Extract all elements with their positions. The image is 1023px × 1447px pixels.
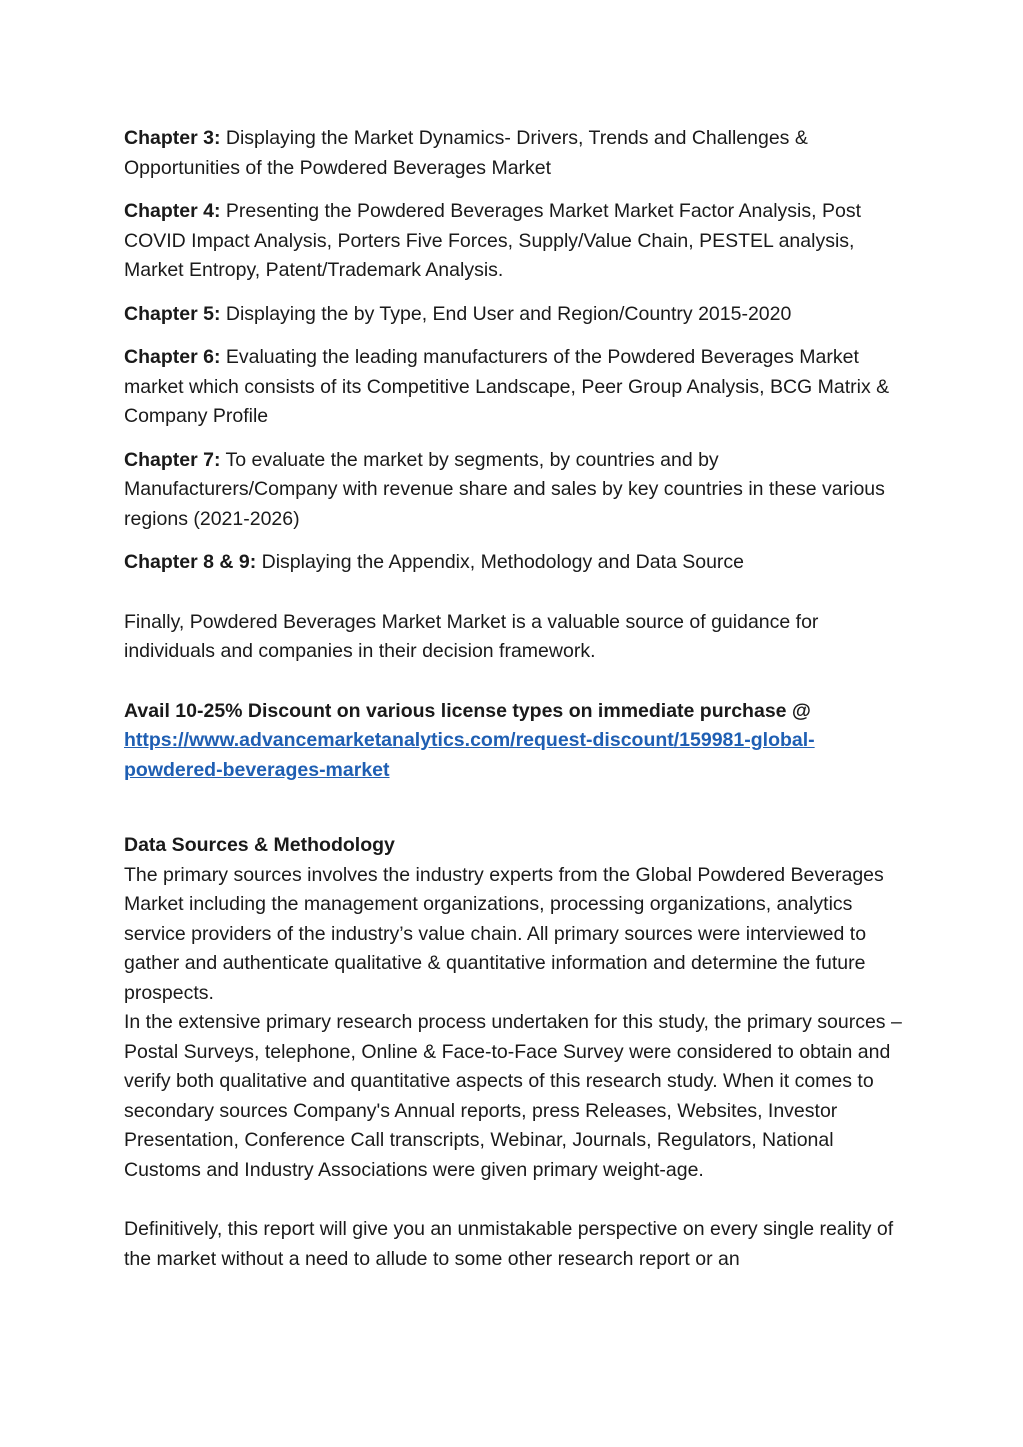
chapter-5-paragraph [124, 300, 904, 330]
chapter-3-text: Displaying the Market Dynamics- Drivers, Trends and Challenges & Opportunities of the Powdered Beverages Market [124, 127, 808, 179]
chapter-4-label: Chapter 4: [124, 200, 221, 222]
chapter-3-paragraph [124, 124, 904, 183]
chapter-6-paragraph [124, 343, 904, 432]
data-sources-paragraph-1: The primary sources involves the industry experts from the Global Powdered Beverages Market including the management organizations, processing organizations, analytics service providers of the industry’s value chain. All primary sources were interviewed to gather and authenticate qualitative & quantitative information and determine the future prospects. [124, 863, 884, 1004]
chapter-7-text: To evaluate the market by segments, by countries and by Manufacturers/Company with revenue share and sales by key countries in these various regions (2021-2026) [124, 448, 885, 530]
chapter-7-paragraph [124, 446, 904, 535]
finally-paragraph: Finally, Powdered Beverages Market Market is a valuable source of guidance for individuals and companies in their decision framework. [124, 610, 819, 662]
chapter-4-paragraph [124, 197, 904, 286]
chapter-4-text: Presenting the Powdered Beverages Market Market Factor Analysis, Post COVID Impact Analysis, Porters Five Forces, Supply/Value Chain, PESTEL analysis, Market Entropy, Patent/Trademark Analysis. [124, 200, 861, 281]
chapter-6-text: Evaluating the leading manufacturers of the Powdered Beverages Market market which consists of its Competitive Landscape, Peer Group Analysis, BCG Matrix & Company Profile [124, 346, 890, 427]
chapter-6-label: Chapter 6: [124, 346, 221, 368]
chapter-7-label: Chapter 7: [124, 448, 221, 471]
document-page [124, 124, 904, 1274]
chapter-5-label: Chapter 5: [124, 302, 221, 325]
discount-link[interactable]: https://www.advancemarketanalytics.com/request-discount/159981-global-powdered-beverages-market [124, 729, 815, 781]
data-sources-paragraph-2: In the extensive primary research process undertaken for this study, the primary sources – Postal Surveys, telephone, Online & Face-to-Face Survey were considered to obtain and verify both qualitative and quantitative aspects of this research study. When it comes to secondary sources Company's Annual reports, press Releases, Websites, Investor Presentation, Conference Call transcripts, Webinar, Journals, Regulators, National Customs and Industry Associations were given primary weight-age. [124, 1011, 902, 1181]
data-sources-heading: Data Sources & Methodology [124, 834, 395, 856]
discount-paragraph [124, 697, 904, 786]
discount-text: Avail 10-25% Discount on various license types on immediate purchase @ [124, 699, 811, 722]
chapter-8-9-paragraph [124, 548, 904, 578]
chapter-3-label: Chapter 3: [124, 127, 221, 149]
definitively-paragraph: Definitively, this report will give you an unmistakable perspective on every single reality of the market without a need to allude to some other research report or an [124, 1218, 894, 1270]
chapter-5-text: Displaying the by Type, End User and Region/Country 2015-2020 [220, 302, 792, 325]
chapter-8-9-label: Chapter 8 & 9: [124, 551, 257, 573]
chapter-8-9-text: Displaying the Appendix, Methodology and Data Source [256, 551, 745, 573]
